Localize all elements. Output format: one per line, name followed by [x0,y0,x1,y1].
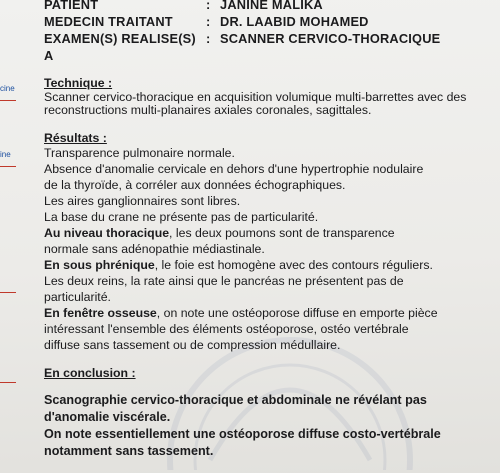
patient-name: JANINE MALIKA [220,0,323,12]
results-line [44,306,438,320]
exam-value-cont: A [44,48,54,63]
exam-row [44,32,440,46]
technique-title: Technique : [44,76,113,90]
results-title: Résultats : [44,131,107,145]
results-line: normale sans adénopathie médiastinale. [44,242,265,256]
doctor-name: DR. LAABID MOHAMED [220,14,369,29]
patient-label: PATIENT [44,0,99,12]
bone-window-heading: En fenêtre osseuse [44,306,157,320]
results-line: intéressant l'ensemble des éléments ostéoporose, ostéo vertébrale [44,322,409,336]
technique-line: Scanner cervico-thoracique en acquisition volumique multi-barrettes avec des [44,90,467,104]
results-line: Transparence pulmonaire normale. [44,146,235,160]
separator: : [206,14,211,29]
conclusion-line: Scanographie cervico-thoracique et abdominale ne révélant pas [44,393,427,407]
conclusion-line: On note essentiellement une ostéoporose diffuse costo-vertébrale [44,427,441,441]
conclusion-line: d'anomalie viscérale. [44,410,171,424]
margin-mark [0,292,16,293]
results-line: Les aires ganglionnaires sont libres. [44,194,241,208]
results-line: de la thyroïde, à corréler aux données échographiques. [44,178,346,192]
results-line: La base du crane ne présente pas de particularité. [44,210,319,224]
results-line: particularité. [44,290,111,304]
exam-label: EXAMEN(S) REALISE(S) [44,31,196,46]
results-line: Les deux reins, la rate ainsi que le pancréas ne présentent pas de [44,274,404,288]
doctor-label: MEDECIN TRAITANT [44,14,173,29]
margin-tag: cine [0,84,15,93]
thorax-text: , les deux poumons sont de transparence [169,226,395,240]
results-line: Absence d'anomalie cervicale en dehors d'une hypertrophie nodulaire [44,162,424,176]
separator: : [206,31,211,46]
conclusion-title: En conclusion : [44,366,136,380]
separator: : [206,0,211,12]
results-line: diffuse sans tassement ou de compression médullaire. [44,338,341,352]
patient-row [44,0,323,12]
subphrenic-text: , le foie est homogène avec des contours réguliers. [154,258,433,272]
results-line [44,226,395,240]
bone-window-text: , on note une ostéoporose diffuse en emporte pièce [156,306,438,320]
margin-mark [0,166,16,167]
thorax-heading: Au niveau thoracique [44,226,170,240]
technique-line: reconstructions multi-planaires axiales coronales, sagittales. [44,103,372,117]
doctor-row [44,15,369,29]
margin-mark [0,100,16,101]
exam-value: SCANNER CERVICO-THORACIQUE [220,31,441,46]
results-line [44,258,433,272]
subphrenic-heading: En sous phrénique [44,258,155,272]
margin-mark [0,382,16,383]
margin-tag: ine [0,150,11,159]
conclusion-line: notamment sans tassement. [44,444,214,458]
